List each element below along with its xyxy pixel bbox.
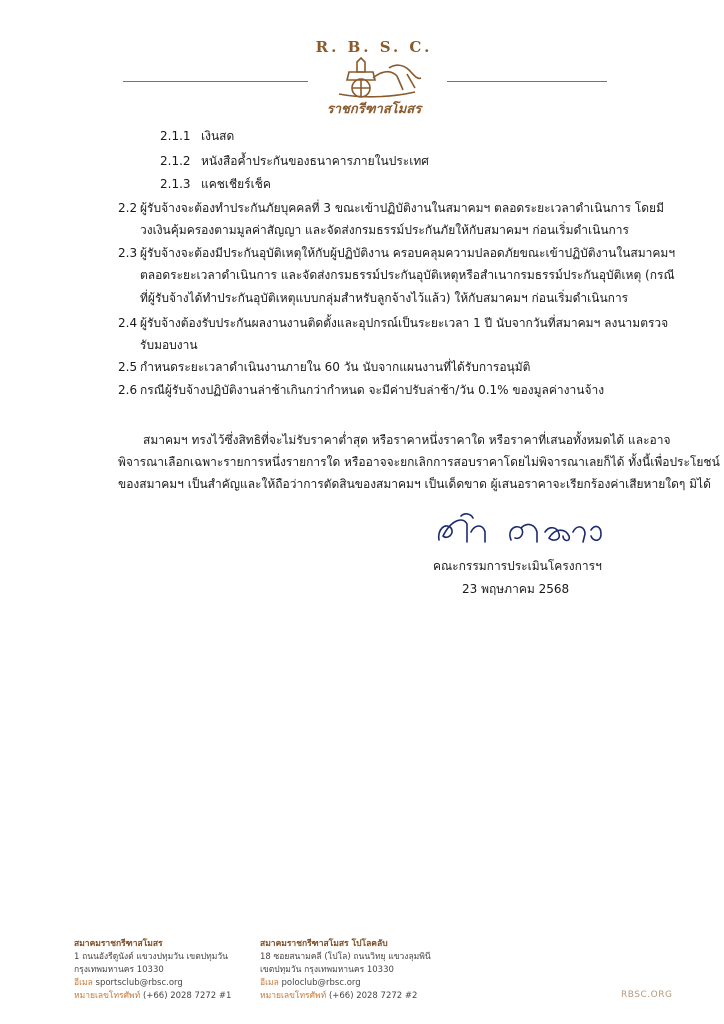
subitem-text: หนังสือค้ำประกันของธนาคารภายในประเทศ [201, 154, 429, 168]
footer-right [260, 938, 431, 1003]
footer-left-address2: กรุงเทพมหานคร 10330 [74, 965, 164, 975]
item-line: รับมอบงาน [140, 338, 198, 352]
paragraph-line: ของสมาคมฯ เป็นสำคัญและให้ถือว่าการตัดสินของสมาคมฯ เป็นเด็ดขาด ผู้เสนอราคาจะเรียกร้องค่าเสียหายใดๆ มิได้ [118, 477, 711, 491]
subitem-text: เงินสด [201, 129, 235, 143]
item-number: 2.2 [118, 201, 138, 215]
footer-left-email[interactable]: sportsclub@rbsc.org [95, 978, 183, 988]
paragraph-line: พิจารณาเลือกเฉพาะรายการหนึ่งรายการใด หรืออาจจะยกเลิกการสอบราคาโดยไม่พิจารณาเลยก็ได้ ทั้งนี้เพื่อประโยชน์ [118, 455, 720, 469]
committee-name: คณะกรรมการประเมินโครงการฯ [433, 559, 602, 573]
item-line: ผู้รับจ้างจะต้องทำประกันภัยบุคคลที่ 3 ขณะเข้าปฏิบัติงานในสมาคมฯ ตลอดระยะเวลาดำเนินการ โดยมี [140, 201, 664, 215]
item-line: ที่ผู้รับจ้างได้ทำประกันอุบัติเหตุแบบกลุ่มสำหรับลูกจ้างไว้แล้ว) ให้กับสมาคมฯ ก่อนเริ่มดำเนินการ [140, 291, 629, 305]
footer-right-phone[interactable]: (+66) 2028 7272 #2 [328, 991, 418, 1001]
footer-right-email[interactable]: poloclub@rbsc.org [281, 978, 361, 988]
footer-left-phone-label: หมายเลขโทรศัพท์ [74, 991, 141, 1001]
handwritten-signature-icon [433, 510, 613, 552]
item-number: 2.5 [118, 360, 138, 374]
item-line: ผู้รับจ้างต้องรับประกันผลงานงานติดตั้งและอุปกรณ์เป็นระยะเวลา 1 ปี นับจากวันที่สมาคมฯ ลงนามตรวจ [140, 316, 669, 330]
footer-left-name: สมาคมราชกรีฑาสโมสร [74, 939, 163, 949]
logo-name: ราชกรีฑาสโมสร [326, 102, 422, 117]
item-number: 2.6 [118, 383, 138, 397]
item-line: กำหนดระยะเวลาดำเนินงานภายใน 60 วัน นับจากแผนงานที่ได้รับการอนุมัติ [140, 360, 531, 374]
footer-left [74, 938, 231, 1003]
item-number: 2.4 [118, 316, 138, 330]
footer-right-name: สมาคมราชกรีฑาสโมสร โปโลคลับ [260, 939, 388, 949]
chariot-emblem-icon [319, 56, 429, 100]
subitem-number: 2.1.3 [160, 177, 191, 191]
footer-website[interactable]: RBSC.ORG [621, 990, 673, 1000]
footer-left-phone[interactable]: (+66) 2028 7272 #1 [142, 991, 232, 1001]
subitem-number: 2.1.2 [160, 154, 191, 168]
header-rule-right [447, 81, 607, 82]
subitem-number: 2.1.1 [160, 129, 191, 143]
signature-date: 23 พฤษภาคม 2568 [462, 582, 570, 596]
item-line: ผู้รับจ้างจะต้องมีประกันอุบัติเหตุให้กับผู้ปฏิบัติงาน ครอบคลุมความปลอดภัยขณะเข้าปฏิบัติงานในสมาคมฯ [140, 246, 676, 260]
item-line: กรณีผู้รับจ้างปฏิบัติงานล่าช้าเกินกว่ากำหนด จะมีค่าปรับล่าช้า/วัน 0.1% ของมูลค่างานจ้าง [140, 383, 605, 397]
footer-left-address1: 1 ถนนอังรีดูนังต์ แขวงปทุมวัน เขตปทุมวัน [74, 952, 228, 962]
rbsc-logo [314, 38, 434, 119]
item-line: ตลอดระยะเวลาดำเนินการ และจัดส่งกรมธรรม์ประกันอุบัติเหตุหรือสำเนากรมธรรม์ประกันอุบัติเหตุ (กรณี [140, 268, 675, 282]
item-number: 2.3 [118, 246, 138, 260]
subitem-text: แคชเชียร์เช็ค [201, 177, 271, 191]
footer-right-address2: เขตปทุมวัน กรุงเทพมหานคร 10330 [260, 965, 394, 975]
paragraph-line: สมาคมฯ ทรงไว้ซึ่งสิทธิที่จะไม่รับราคาต่ำสุด หรือราคาหนึ่งราคาใด หรือราคาที่เสนอทั้งหมดได้ และอาจ [143, 433, 671, 447]
footer-left-email-label: อีเมล [74, 978, 93, 988]
item-line: วงเงินคุ้มครองตามมูลค่าสัญญา และจัดส่งกรมธรรม์ประกันภัยให้กับสมาคมฯ ก่อนเริ่มดำเนินการ [140, 223, 629, 237]
footer-right-address1: 18 ซอยสนามคลี (โปโล) ถนนวิทยุ แขวงลุมพินี [260, 952, 431, 962]
header-rule-left [123, 81, 308, 82]
footer-right-email-label: อีเมล [260, 978, 279, 988]
logo-letters: R. B. S. C. [315, 38, 433, 56]
footer-right-phone-label: หมายเลขโทรศัพท์ [260, 991, 327, 1001]
